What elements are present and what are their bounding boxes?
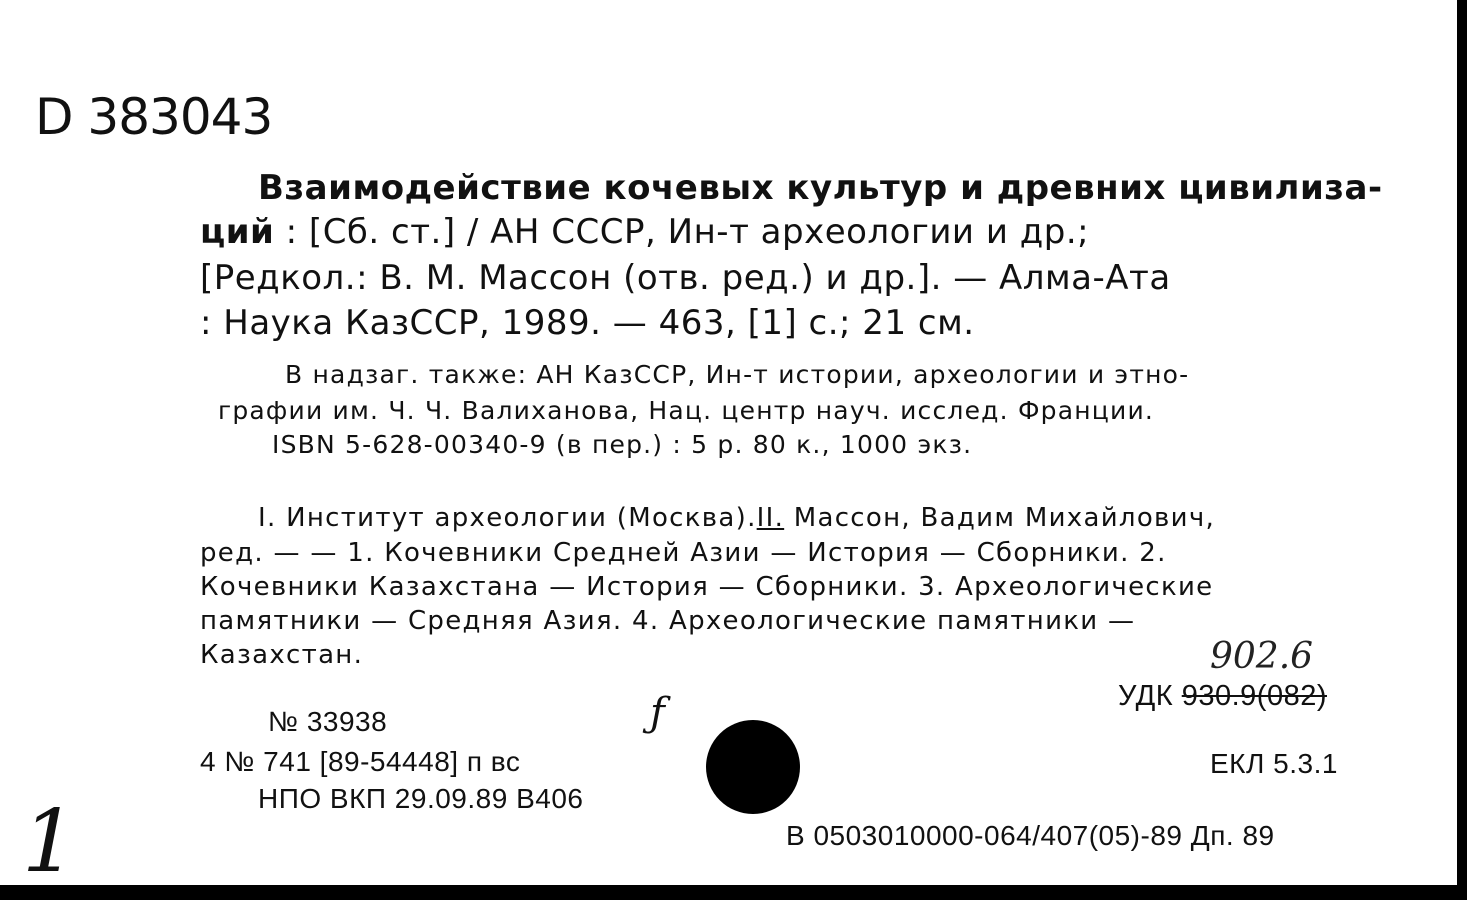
isbn-line: ISBN 5-628-00340-9 (в пер.) : 5 р. 80 к., 1000 экз. bbox=[272, 430, 973, 459]
title-line-2 bbox=[200, 212, 1089, 252]
ekl-code: ЕКЛ 5.3.1 bbox=[1210, 748, 1338, 779]
note-line-1: В надзаг. также: АН КазССР, Ин-т истории, археологии и этно- bbox=[285, 360, 1190, 389]
title-line-4: : Наука КазССР, 1989. — 463, [1] с.; 21 см. bbox=[200, 303, 975, 343]
udk-value-struck: 930.9(082) bbox=[1181, 680, 1327, 712]
note-line-2: графии им. Ч. Ч. Валиханова, Нац. центр науч. исслед. Франции. bbox=[218, 396, 1155, 425]
subject-line-1a: I. Институт археологии (Москва). bbox=[258, 503, 757, 533]
subject-line-5: Казахстан. bbox=[200, 640, 364, 670]
footer-code: В 0503010000-064/407(05)-89 Дп. 89 bbox=[786, 820, 1275, 851]
udk-label: УДК bbox=[1118, 680, 1174, 712]
handwritten-mark: ƒ bbox=[650, 690, 665, 736]
subject-line-1b: II. bbox=[756, 503, 785, 533]
udk-line bbox=[1118, 680, 1327, 713]
subject-line-1 bbox=[258, 503, 1215, 533]
title-line-1: Взаимодействие кочевых культур и древних цивилиза- bbox=[258, 168, 1383, 208]
accession-number: № 33938 bbox=[268, 706, 388, 737]
subject-line-4: памятники — Средняя Азия. 4. Археологические памятники — bbox=[200, 606, 1136, 636]
subject-line-1c: Массон, Вадим Михайлович, bbox=[784, 503, 1216, 533]
order-number: 4 № 741 [89-54448] п вс bbox=[200, 746, 521, 777]
handwritten-udk-correction: 902.6 bbox=[1210, 636, 1314, 677]
title-line-3: [Редкол.: В. М. Массон (отв. ред.) и др.]. — Алма-Ата bbox=[200, 258, 1171, 298]
npo-line: НПО ВКП 29.09.89 В406 bbox=[258, 783, 584, 814]
subject-line-3: Кочевники Казахстана — История — Сборники. 3. Археологические bbox=[200, 572, 1214, 602]
call-number: D 383043 bbox=[35, 88, 273, 146]
subject-line-2: ред. — — 1. Кочевники Средней Азии — История — Сборники. 2. bbox=[200, 538, 1167, 568]
handwritten-corner-number: 1 bbox=[22, 792, 77, 892]
punch-hole bbox=[706, 720, 800, 814]
title-line-2-rest: : [Сб. ст.] / АН СССР, Ин-т археологии и др.; bbox=[274, 212, 1090, 252]
title-line-2-bold: ций bbox=[200, 212, 275, 252]
